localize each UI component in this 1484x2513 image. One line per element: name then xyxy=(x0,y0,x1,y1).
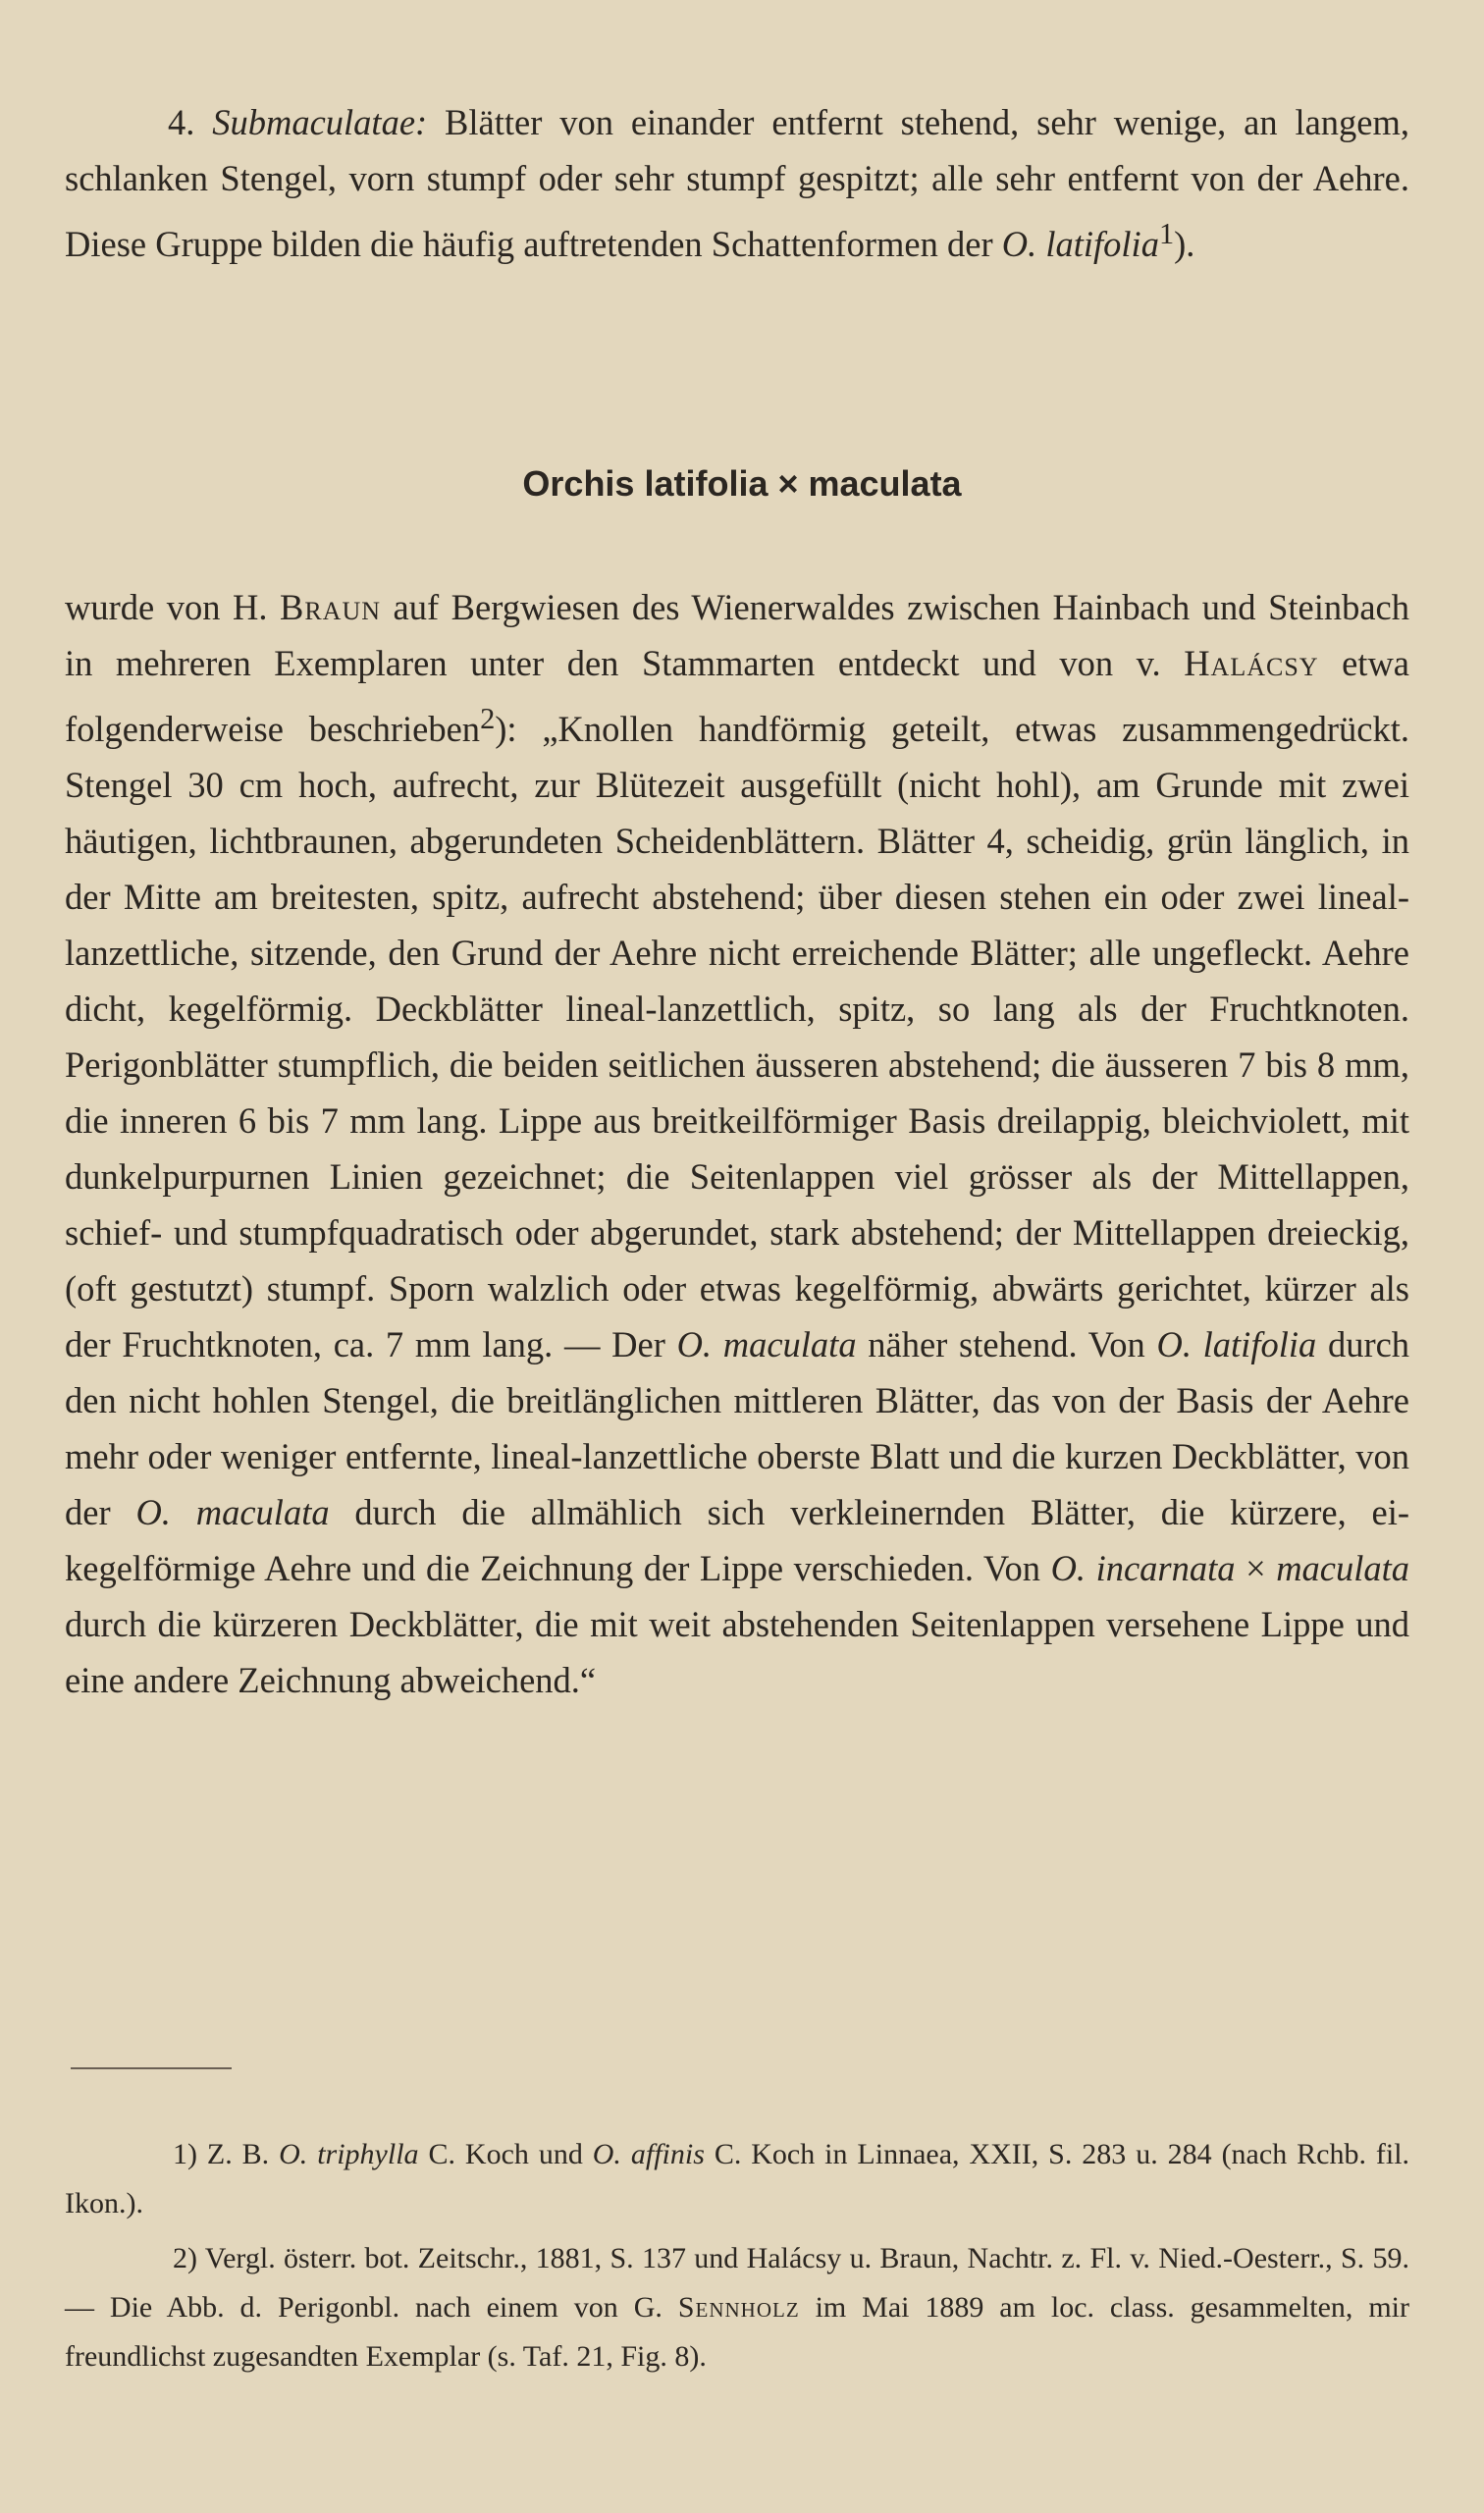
author-braun: Braun xyxy=(280,587,382,627)
author-sennholz: Sennholz xyxy=(677,2291,800,2324)
footnote-ref: 2 xyxy=(480,702,496,735)
species-name: O. triphylla xyxy=(279,2138,419,2170)
section-heading: Orchis latifolia × maculata xyxy=(522,463,962,504)
text-run: auf Bergwiesen des Wienerwaldes zwischen Hainbach und Steinbach in mehreren Exemplaren unter den Stammarten entdeckt und von v. xyxy=(65,587,1410,683)
paragraph-end: ). xyxy=(1174,224,1195,265)
footnote-divider xyxy=(71,2067,232,2069)
author-halacsy: Halácsy xyxy=(1184,643,1319,683)
hybrid-cross: × xyxy=(1246,1548,1266,1589)
species-name: O. maculata xyxy=(676,1324,857,1365)
text-run: näher stehend. Von xyxy=(868,1324,1145,1365)
text-run: durch die allmählich sich verkleinernden Blätter, die kürzere, ei-kegelförmige Aehre und die Zeichnung der Lippe verschieden. Von xyxy=(65,1492,1410,1589)
species-name: O. incarnata xyxy=(1050,1548,1236,1589)
text-run: ): „Knollen handförmig geteilt, etwas zusammengedrückt. Stengel 30 cm hoch, aufrecht, zur Blütezeit ausgefüllt (nicht hohl), am Grunde mit zwei häutigen, lichtbraunen, abgerundeten Scheidenblättern. Blätter 4, scheidig, grün länglich, in der Mitte am breitesten, spitz, aufrecht abstehend; über diesen stehen ein oder zwei lineal-lanzettliche, sitzende, den Grund der Aehre nicht erreichende Blätter; alle ungefleckt. Aehre dicht, kegelförmig. Deckblätter lineal-lanzettlich, spitz, so lang als der Fruchtknoten. Perigonblätter stumpflich, die beiden seitlichen äusseren abstehend; die äusseren 7 bis 8 mm, die inneren 6 bis 7 mm lang. Lippe aus breitkeilförmiger Basis dreilappig, bleichviolett, mit dunkelpurpurnen Linien gezeichnet; die Seitenlappen viel grösser als der Mittellappen, schief- und stumpfquadratisch oder abgerundet, stark abstehend; der Mittellappen dreieckig, (oft gestutzt) stumpf. Sporn walzlich oder etwas kegelförmig, abwärts gerichtet, kürzer als der Fruchtknoten, ca. 7 mm lang. — Der xyxy=(65,709,1409,1365)
paragraph-submaculatae xyxy=(65,94,1409,272)
text-run: wurde von H. xyxy=(65,587,268,627)
text-run: 1) Z. B. xyxy=(173,2138,270,2170)
species-name: O. latifolia xyxy=(1001,224,1159,265)
footnote-ref: 1 xyxy=(1158,217,1175,250)
group-name: Submaculatae: xyxy=(212,102,428,142)
item-number: 4. xyxy=(168,102,195,142)
text-run: durch den nicht hohlen Stengel, die breitlänglichen mittleren Blätter, das von der Basis der Aehre mehr oder weniger entfernte, lineal-lanzettliche oberste Blatt und die kurzen Deckblätter, von der xyxy=(65,1324,1410,1533)
species-name: O. affinis xyxy=(592,2138,705,2170)
text-run: etwa folgenderweise beschrieben xyxy=(65,643,1410,750)
text-run: durch die kürzeren Deckblätter, die mit weit abstehenden Seitenlappen versehene Lippe und eine andere Zeichnung abweichend.“ xyxy=(65,1604,1409,1701)
text-run: im Mai 1889 am loc. class. gesammelten, mir freundlichst zugesandten Exemplar (s. Taf. 21, Fig. 8). xyxy=(65,2291,1410,2373)
footnotes xyxy=(65,2130,1409,2387)
text-run: 2) Vergl. österr. bot. Zeitschr., 1881, S. 137 und Halácsy u. Braun, Nachtr. z. Fl. v. Nied.-Oesterr., S. 59. — Die Abb. d. Perigonbl. nach einem von G. xyxy=(65,2242,1409,2324)
footnote-1 xyxy=(65,2130,1409,2228)
text-run: C. Koch in Linnaea, XXII, S. 283 u. 284 (nach Rchb. fil. Ikon.). xyxy=(65,2138,1410,2219)
paragraph-description xyxy=(65,579,1409,1708)
species-name: O. maculata xyxy=(135,1492,330,1533)
footnote-2 xyxy=(65,2234,1409,2381)
paragraph-text: Blätter von einander entfernt stehend, sehr wenige, an langem, schlanken Stengel, vorn stumpf oder sehr stumpf gespitzt; alle sehr entfernt von der Aehre. Diese Gruppe bilden die häufig auftretenden Schattenformen der xyxy=(65,102,1410,265)
species-name: O. latifolia xyxy=(1156,1324,1317,1365)
species-name: maculata xyxy=(1276,1548,1410,1589)
text-run: C. Koch und xyxy=(428,2138,583,2170)
